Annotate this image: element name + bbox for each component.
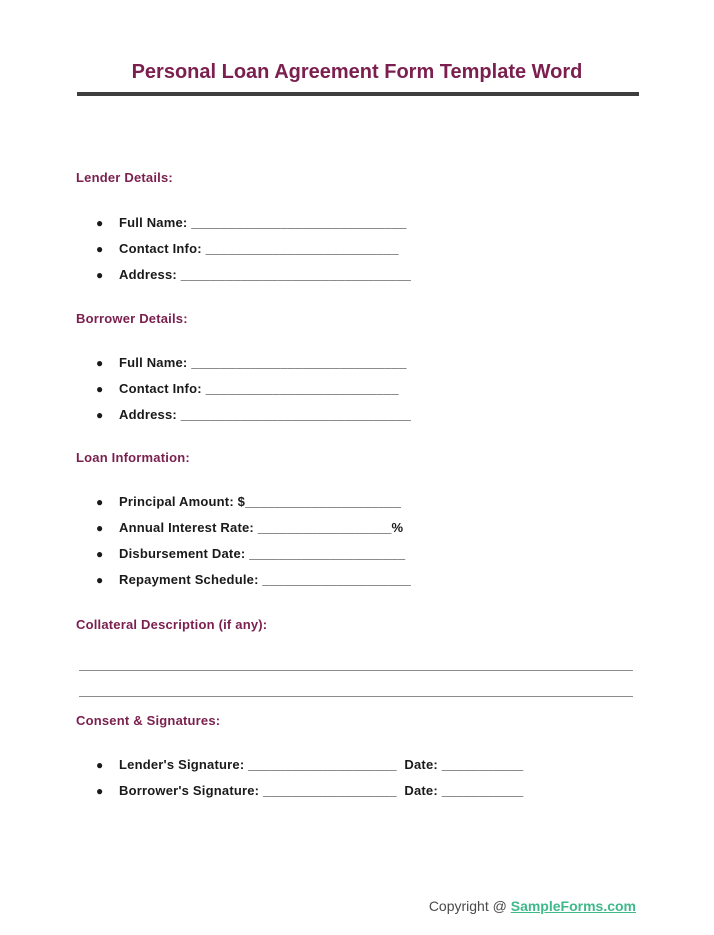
borrower-details-list (0, 355, 411, 433)
bullet-icon: ● (96, 521, 104, 535)
bullet-icon: ● (96, 268, 104, 282)
list-item (0, 757, 523, 783)
consent-signatures-list (0, 757, 523, 809)
list-item (0, 783, 523, 809)
bullet-icon: ● (96, 547, 104, 561)
annual-interest-rate-field: Annual Interest Rate: __________________% (119, 520, 404, 535)
list-item (0, 241, 411, 267)
list-item (0, 355, 411, 381)
repayment-schedule-field: Repayment Schedule: ____________________ (119, 572, 412, 587)
disbursement-date-field: Disbursement Date: _____________________ (119, 546, 406, 561)
bullet-icon: ● (96, 356, 104, 370)
list-item (0, 546, 411, 572)
copyright-footer (429, 897, 636, 915)
lender-address-field: Address: _______________________________ (119, 267, 412, 282)
list-item (0, 267, 411, 293)
borrower-signature-field: Borrower's Signature: __________________ Date: ___________ (119, 783, 524, 798)
loan-information-list (0, 494, 411, 598)
list-item (0, 381, 411, 407)
loan-information-heading: Loan Information: (76, 450, 190, 465)
bullet-icon: ● (96, 216, 104, 230)
collateral-blank-line (79, 696, 633, 697)
consent-signatures-heading: Consent & Signatures: (76, 713, 221, 728)
borrower-contact-info-field: Contact Info: __________________________ (119, 381, 399, 396)
lender-details-list (0, 215, 411, 293)
collateral-description-heading: Collateral Description (if any): (76, 617, 268, 632)
copyright-text: Copyright @ (428, 898, 511, 914)
bullet-icon: ● (96, 382, 104, 396)
sampleforms-link[interactable]: SampleForms.com (510, 898, 636, 914)
bullet-icon: ● (96, 784, 104, 798)
collateral-blank-line (79, 670, 633, 671)
bullet-icon: ● (96, 495, 104, 509)
lender-details-heading: Lender Details: (76, 170, 173, 185)
borrower-address-field: Address: _______________________________ (119, 407, 412, 422)
title-divider (77, 92, 639, 96)
lender-signature-field: Lender's Signature: ____________________ Date: ___________ (119, 757, 524, 772)
bullet-icon: ● (96, 573, 104, 587)
lender-contact-info-field: Contact Info: __________________________ (119, 241, 399, 256)
list-item (0, 215, 411, 241)
principal-amount-field: Principal Amount: $_____________________ (119, 494, 402, 509)
bullet-icon: ● (96, 408, 104, 422)
borrower-full-name-field: Full Name: _____________________________ (119, 355, 407, 370)
list-item (0, 494, 411, 520)
bullet-icon: ● (96, 758, 104, 772)
list-item (0, 572, 411, 598)
lender-full-name-field: Full Name: _____________________________ (119, 215, 407, 230)
list-item (0, 520, 411, 546)
list-item (0, 407, 411, 433)
bullet-icon: ● (96, 242, 104, 256)
borrower-details-heading: Borrower Details: (76, 311, 188, 326)
page-title: Personal Loan Agreement Form Template Word (131, 61, 583, 83)
